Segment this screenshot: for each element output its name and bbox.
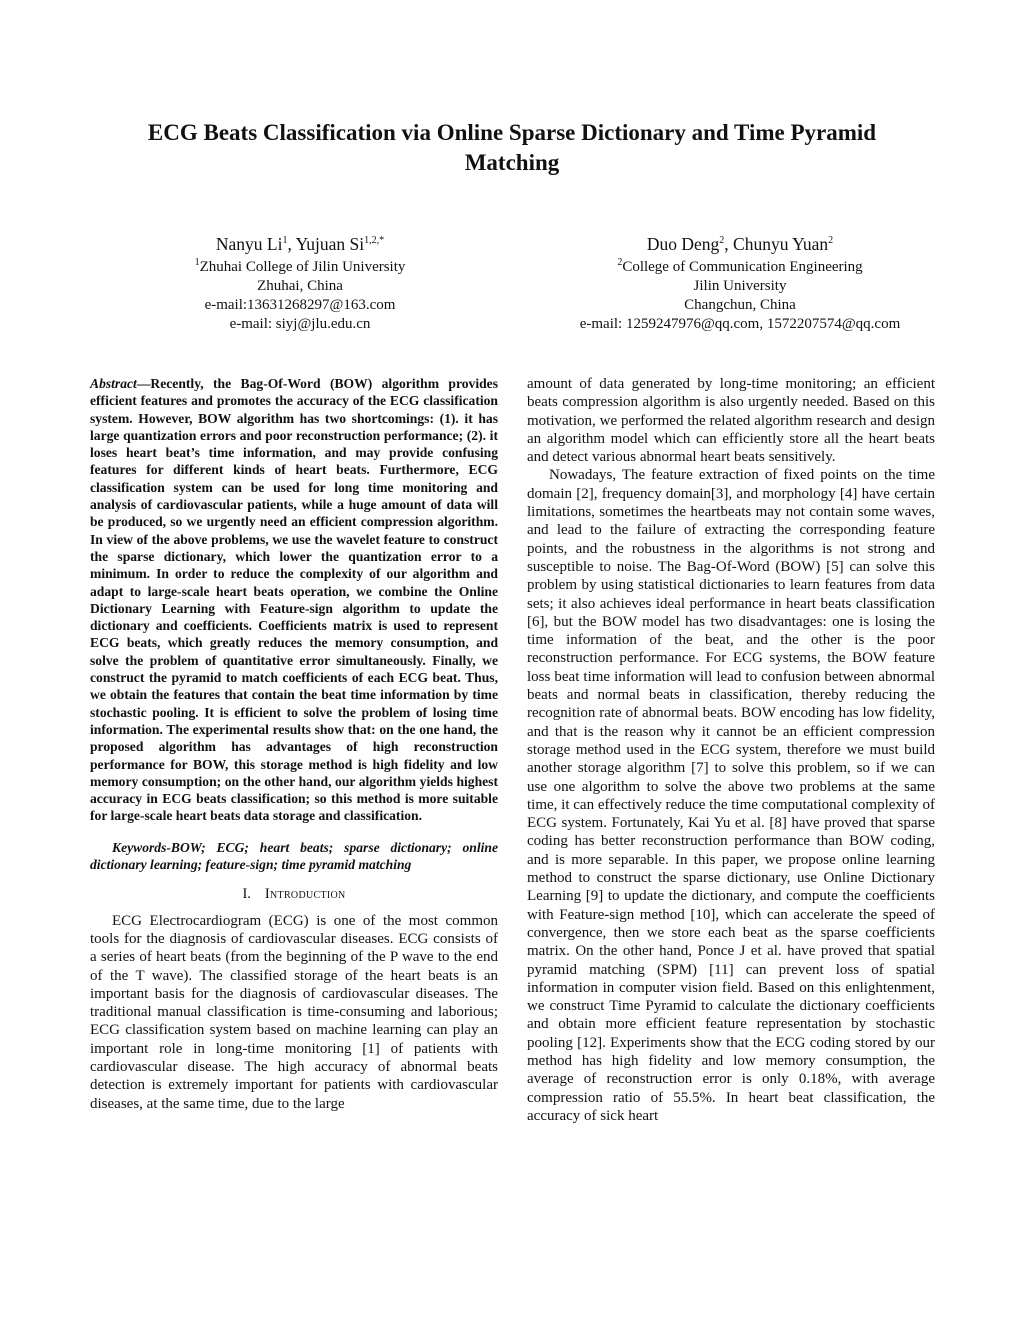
affiliation-university: Jilin University: [693, 278, 787, 294]
author-name: Chunyu Yuan: [733, 234, 829, 254]
author-superscript: 2: [828, 235, 834, 247]
section-title: Introduction: [264, 886, 346, 903]
body-paragraph: amount of data generated by long-time monitoring; an efficient beats compression algorithm is also urgently needed. Based on this motivation, we performed the related algorithm research and design an algorithm model which can efficiently store all the heart beats and detect various abnormal heart beats sensitively.: [527, 376, 935, 466]
right-column: [527, 375, 935, 1125]
abstract-text: —Recently, the Bag-Of-Word (BOW) algorithm provides efficient features and promotes the accuracy of the ECG classification system. However, BOW algorithm has two shortcomings: (1). it has large quantization errors and poor reconstruction performance; (2). it loses heart beat’s time information, and may provide confusing features for different kinds of heart beats. Furthermore, ECG classification system can be used for long time monitoring and analysis of cardiovascular patients, while a huge amount of data will be produced, so we urgently need an efficient compression algorithm. In view of the above problems, we use the wavelet feature to construct the sparse dictionary, which lower the quantization error to a minimum. In order to reduce the complexity of our algorithm and adapt to large-scale heart beats operation, we combine the Online Dictionary Learning with Feature-sign algorithm to update the dictionary and coefficients. Coefficients matrix is used to represent ECG beats, which greatly reduces the memory consumption, and solve the problem of quantitative error simultaneously. Finally, we construct the pyramid to match coefficients of each ECG beat. Thus, we obtain the features that contain the beat time information by time stochastic pooling. It is efficient to solve the problem of losing time information. The experimental results show that: on the one hand, the proposed algorithm has advantages of high reconstruction performance for BOW, this storage method is high fidelity and low memory consumption; on the other hand, our algorithm yields highest accuracy in ECG beats classification; so this method is more suitable for large-scale heart beats data storage and classification.: [90, 376, 498, 824]
affiliation-superscript: 2: [617, 257, 623, 268]
affiliation: $^1$Zhuhai College of Jilin University: [194, 257, 406, 275]
author-superscript: 1,2,*: [364, 235, 385, 247]
affiliation-city: Changchun, China: [684, 297, 796, 313]
keywords: Keywords-BOW; ECG; heart beats; sparse dictionary; online dictionary learning; feature-sign; time pyramid matching: [90, 839, 498, 873]
author-email: e-mail: siyj@jlu.edu.cn: [229, 316, 371, 332]
paper-title: ECG Beats Classification via Online Sparse Dictionary and Time Pyramid Matching: [147, 120, 877, 175]
author-superscript: 2: [719, 235, 725, 247]
section-number: I.: [242, 886, 251, 903]
author-name: Nanyu Li: [215, 234, 283, 254]
abstract-label: Abstract: [90, 376, 137, 391]
author-email: e-mail: 1259247976@qq.com, 1572207574@qq.com: [579, 316, 901, 332]
left-column: [90, 375, 498, 1113]
author-superscript: 1: [282, 235, 288, 247]
affiliation-city: Zhuhai, China: [257, 278, 343, 294]
body-paragraph: Nowadays, The feature extraction of fixed points on the time domain [2], frequency domain[3], and morphology [4] have certain limitations, sometimes the heartbeats may not contain some waves, and lead to the failure of extracting the corresponding feature points, and the robustness in the algorithms is not strong and susceptible to noise. The Bag-Of-Word (BOW) [5] can solve this problem by using statistical dictionaries to learn features from data sets; it also achieves ideal performance in heart beats classification [6], but the BOW model has two disadvantages: one is losing the time information of the beat, and the other is the poor reconstruction performance. For ECG systems, the BOW feature loss beat time information will lead to confusion between abnormal beats and normal beats in classification, thereby reducing the recognition rate of abnormal beats. BOW encoding has low fidelity, and that is the reason why it cannot be an efficient compression storage method used in the ECG system, therefore we must build another storage algorithm [7] to solve this problem, so if we can use one algorithm to solve the above two problems at the same time, it can effectively reduce the time computational complexity of ECG system. Fortunately, Kai Yu et al. [8] have proved that sparse coding has better reconstruction performance than BOW coding, and is more separable. In this paper, we propose online learning method to construct the sparse dictionary, use Online Dictionary Learning [9] to update the dictionary, and compute the coefficients with Feature-sign method [10], which can accelerate the speed of convergence, then we store each beat as the sparse coefficients matrix. On the other hand, Ponce J et al. have proved that spatial pyramid matching (SPM) [11] can prevent loss of spatial information in computer vision field. Based on this enlightenment, we construct Time Pyramid to calculate the dictionary coefficients and obtain more efficient feature representation by stochastic pooling [12]. Experiments show that the ECG coding stored by our method has high fidelity and low memory consumption, the average of reconstruction error is only 0.18%, with average compression ratio of 55.5%. In heart beat classification, the accuracy of sick heart: [527, 467, 935, 1124]
author-email: e-mail:13631268297@163.com: [204, 297, 396, 313]
author-names-right: Duo Deng$^2$, Chunyu Yuan$^2$: [646, 234, 834, 254]
author-name: Duo Deng: [646, 234, 720, 254]
intro-paragraph: ECG Electrocardiogram (ECG) is one of the most common tools for the diagnosis of cardiovascular diseases. ECG consists of a series of heart beats (from the beginning of the P wave to the end of the T wave). The classified storage of the heart beats is an important basis for the diagnosis of cardiovascular diseases. The traditional manual classification is time-consuming and laborious; ECG classification system based on machine learning can play an important role in long-time monitoring [1] of patients with cardiovascular disease. The high accuracy of abnormal beats detection is extremely important for patients with cardiovascular diseases, at the same time, due to the large: [90, 912, 498, 1112]
author-name: Yujuan Si: [295, 234, 365, 254]
author-block-right: [540, 232, 940, 334]
author-block-left: [150, 232, 450, 334]
section-heading: [90, 885, 498, 903]
author-names-left: Nanyu Li$^1$, Yujuan $Si^{1,2,*}$: [215, 234, 385, 254]
abstract: [90, 375, 498, 825]
affiliation-superscript: 1: [194, 257, 200, 268]
affiliation: $^2$College of Communication Engineering: [617, 257, 863, 275]
